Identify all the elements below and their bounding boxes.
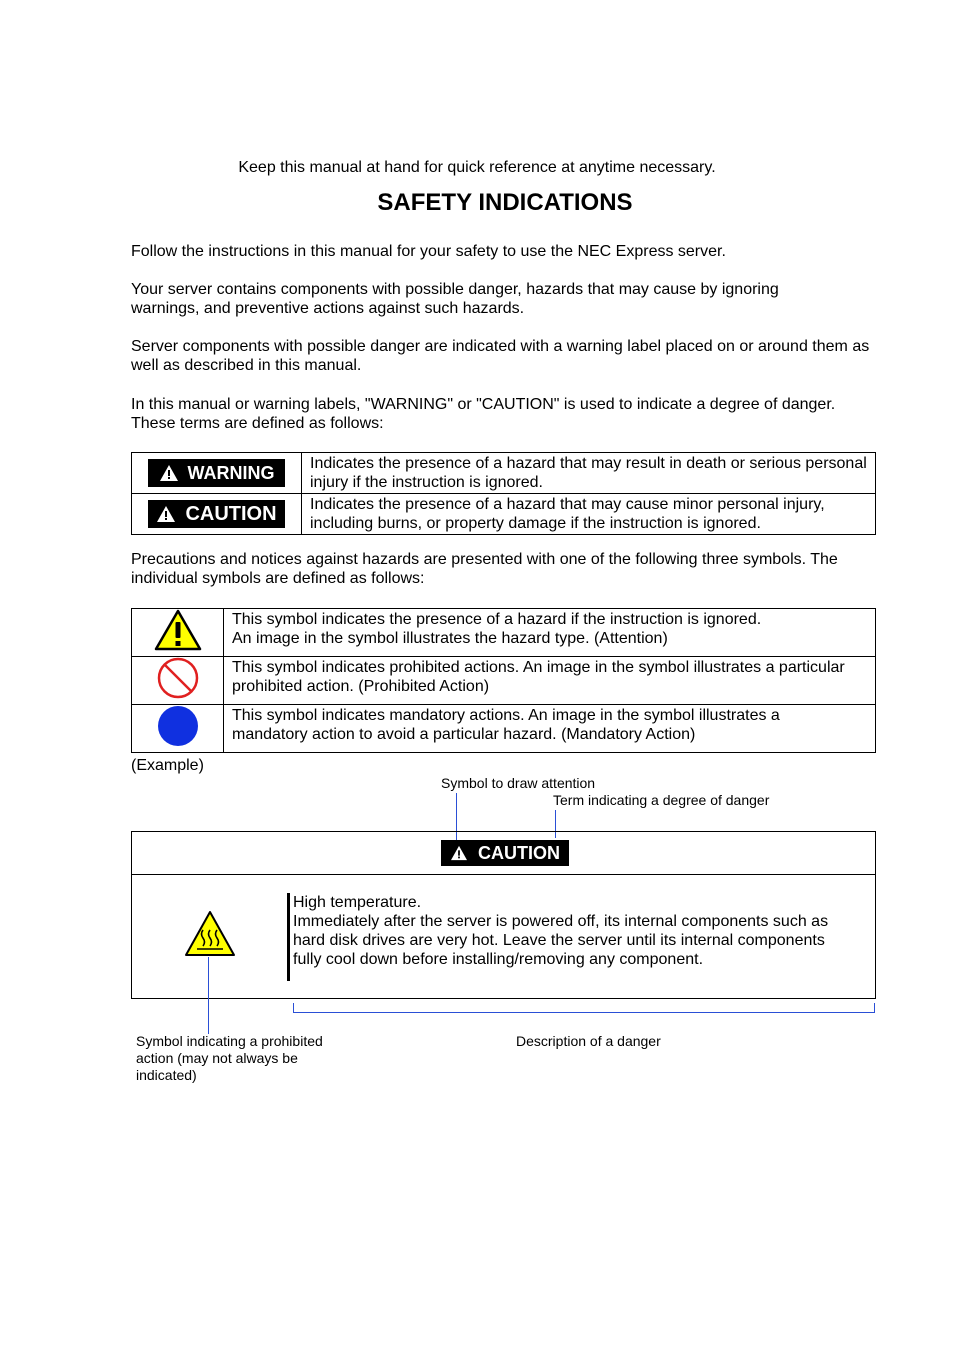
intro-paragraph-1: Follow the instructions in this manual for your safety to use the NEC Express server. bbox=[131, 243, 726, 260]
header-note: Keep this manual at hand for quick reference at anytime necessary. bbox=[238, 159, 716, 176]
mandatory-circle-icon bbox=[155, 705, 201, 747]
example-box bbox=[131, 831, 876, 999]
caution-triangle-icon bbox=[156, 505, 176, 523]
description-bar bbox=[287, 893, 290, 981]
callout-prohibited-line-2: action (may not always be bbox=[136, 1050, 298, 1066]
prohibited-line-1: This symbol indicates prohibited actions. An image in the symbol illustrates a particular bbox=[232, 659, 845, 676]
page-title: SAFETY INDICATIONS bbox=[377, 189, 633, 216]
terms-row-caution bbox=[132, 494, 876, 535]
leader-line-prohibited bbox=[208, 957, 209, 1034]
description-bracket bbox=[293, 1003, 875, 1013]
caution-badge bbox=[148, 500, 285, 528]
intro-paragraph-2: Your server contains components with possible danger, hazards that may cause by ignoring warnings, and preventive actions against such hazards. bbox=[131, 281, 779, 317]
caution-label: CAUTION bbox=[185, 502, 277, 525]
warning-triangle-icon bbox=[159, 464, 179, 482]
danger-body-line-1: Immediately after the server is powered off, its internal components such as bbox=[293, 913, 829, 930]
callout-prohibited-line-1: Symbol indicating a prohibited bbox=[136, 1033, 323, 1049]
callout-prohibited bbox=[136, 1033, 366, 1084]
prohibited-line-2: prohibited action. (Prohibited Action) bbox=[232, 678, 490, 695]
danger-body-line-3: fully cool down before installing/removing any component. bbox=[293, 951, 704, 968]
mandatory-line-2: mandatory action to avoid a particular hazard. (Mandatory Action) bbox=[232, 726, 696, 743]
danger-body-line-2: hard disk drives are very hot. Leave the server until its internal components bbox=[293, 932, 825, 949]
intro-paragraph-3: Server components with possible danger are indicated with a warning label placed on or around them as well as described in this manual. bbox=[131, 338, 870, 374]
callout-term: Term indicating a degree of danger bbox=[553, 792, 770, 808]
callout-attention: Symbol to draw attention bbox=[441, 775, 596, 791]
symbol-row-attention bbox=[132, 609, 876, 657]
prohibited-circle-icon bbox=[155, 657, 201, 699]
example-label: (Example) bbox=[131, 757, 204, 774]
attention-line-2: An image in the symbol illustrates the hazard type. (Attention) bbox=[232, 630, 668, 647]
warning-badge bbox=[148, 459, 285, 487]
symbols-table bbox=[131, 608, 876, 753]
symbol-row-mandatory bbox=[132, 705, 876, 753]
intro-paragraph-4: In this manual or warning labels, "WARNING" or "CAUTION" is used to indicate a degree of danger. These terms are defined as follows: bbox=[131, 396, 836, 432]
example-caution-badge bbox=[441, 840, 569, 866]
terms-table bbox=[131, 452, 876, 535]
warning-label: WARNING bbox=[187, 462, 275, 483]
warning-description: Indicates the presence of a hazard that may result in death or serious personal injury if the instruction is ignored. bbox=[302, 453, 876, 494]
terms-row-warning bbox=[132, 453, 876, 494]
mandatory-line-1: This symbol indicates mandatory actions. An image in the symbol illustrates a bbox=[232, 707, 780, 724]
danger-description bbox=[293, 893, 873, 969]
caution-description: Indicates the presence of a hazard that may cause minor personal injury, including burns, or property damage if the instruction is ignored. bbox=[302, 494, 876, 535]
example-caution-label: CAUTION bbox=[478, 842, 560, 863]
callout-prohibited-line-3: indicated) bbox=[136, 1067, 197, 1083]
attention-line-1: This symbol indicates the presence of a hazard if the instruction is ignored. bbox=[232, 611, 762, 628]
symbol-row-prohibited bbox=[132, 657, 876, 705]
hot-surface-icon bbox=[184, 910, 236, 958]
danger-heading: High temperature. bbox=[293, 894, 422, 911]
attention-triangle-icon bbox=[154, 609, 202, 651]
symbols-intro: Precautions and notices against hazards are presented with one of the following three symbols. The individual symbols are defined as follows: bbox=[131, 551, 838, 587]
example-header bbox=[132, 832, 875, 875]
callout-description: Description of a danger bbox=[516, 1033, 661, 1049]
caution-triangle-icon bbox=[450, 845, 468, 861]
